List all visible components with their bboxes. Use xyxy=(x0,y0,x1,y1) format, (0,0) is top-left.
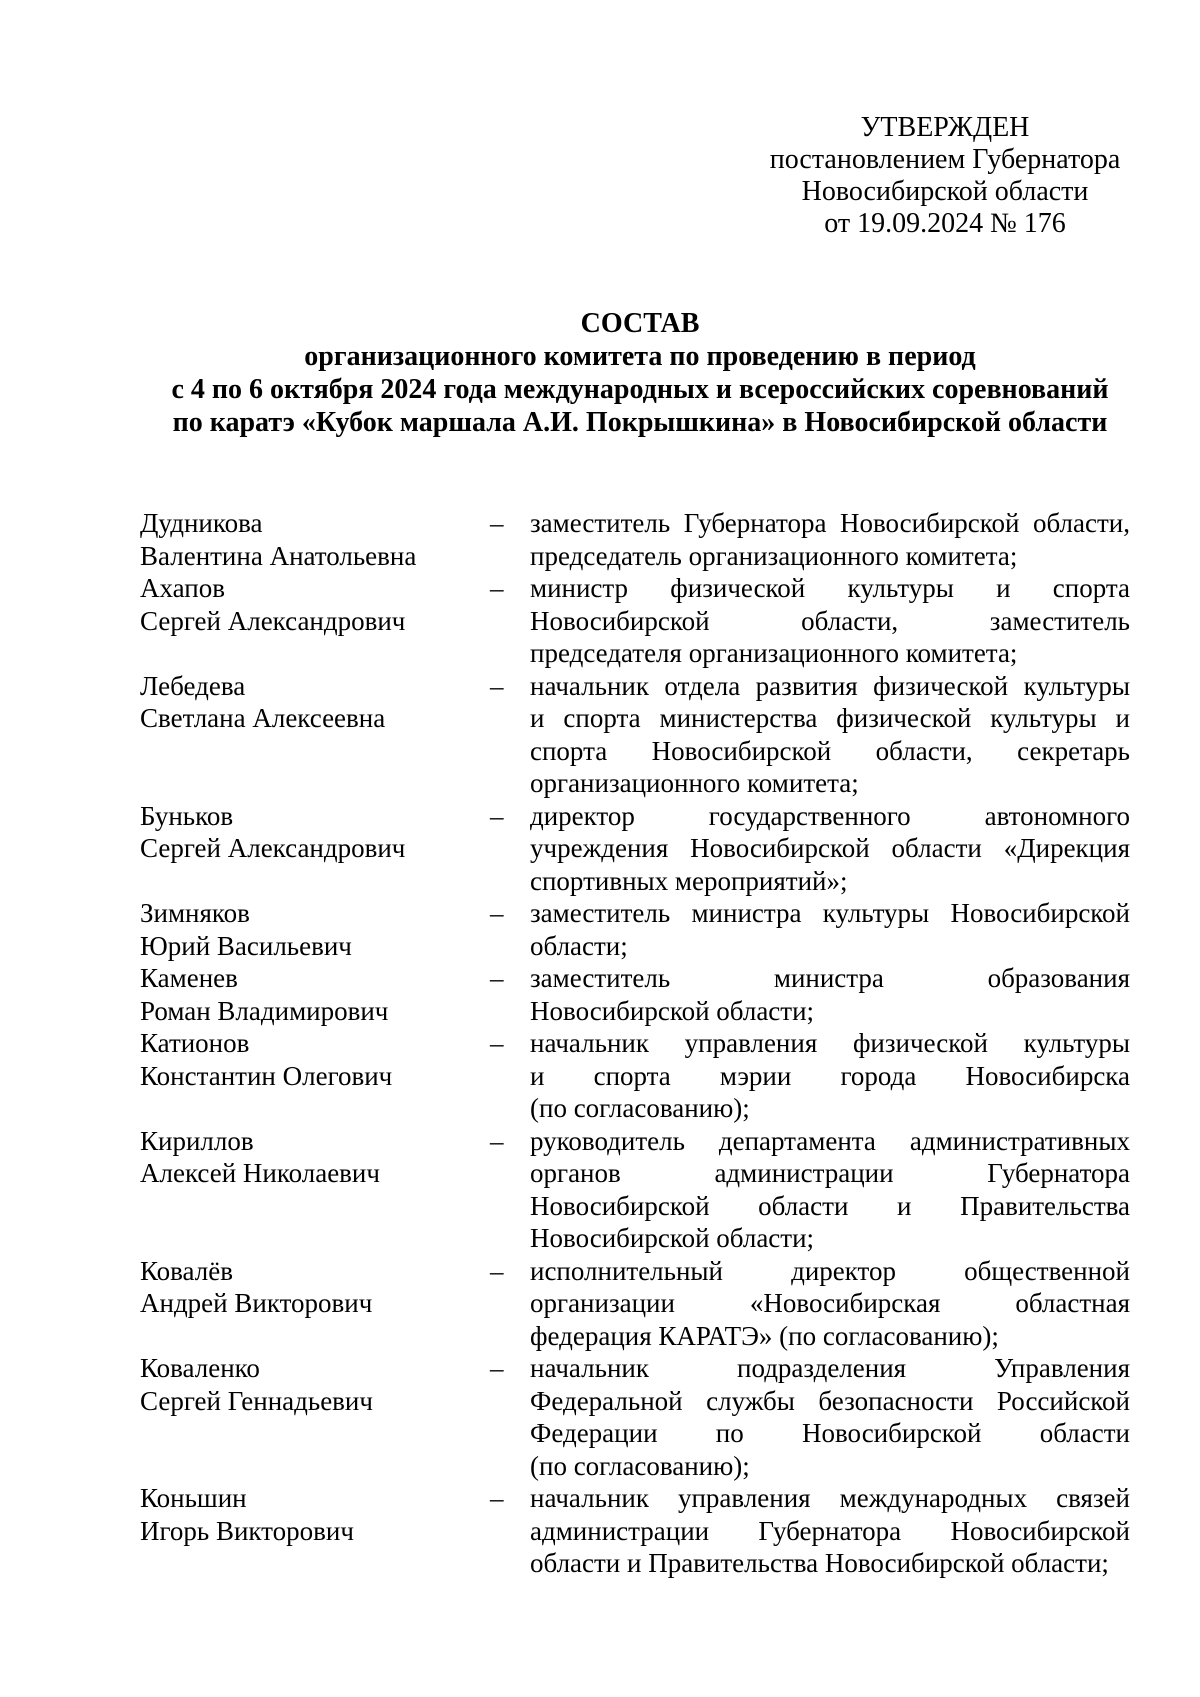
member-entry xyxy=(140,1027,1150,1125)
member-role-line: органов администрации Губернатора xyxy=(530,1158,1130,1188)
member-role xyxy=(530,1352,1130,1482)
member-entry xyxy=(140,1125,1150,1255)
member-name xyxy=(140,507,490,572)
member-role-line: и спорта министерства физической культуры и xyxy=(530,703,1130,733)
member-entry xyxy=(140,962,1150,1027)
member-dash: – xyxy=(490,963,504,993)
member-role xyxy=(530,572,1130,670)
member-role-line: Федерации по Новосибирской области xyxy=(530,1418,1130,1448)
member-role-line: исполнительный директор общественной xyxy=(530,1255,1130,1286)
approval-decree: постановлением Губернатора xyxy=(769,144,1121,175)
member-role xyxy=(530,962,1130,1027)
member-role-line: начальник управления международных связей xyxy=(530,1483,1130,1513)
member-role-line: организации «Новосибирская областная xyxy=(530,1288,1130,1318)
member-role-line: (по согласованию); xyxy=(530,1093,750,1123)
member-entry xyxy=(140,507,1150,572)
member-role-line: учреждения Новосибирской области «Дирекция xyxy=(530,833,1130,863)
member-entry xyxy=(140,670,1150,800)
member-given-names: Сергей Александрович xyxy=(140,833,406,863)
member-role-line: организационного комитета; xyxy=(530,768,859,798)
member-surname: Буньков xyxy=(140,800,234,831)
member-role-line: Новосибирской области, заместитель xyxy=(530,605,1130,636)
member-dash: – xyxy=(490,898,504,928)
member-name xyxy=(140,1125,490,1255)
member-role xyxy=(530,1482,1130,1580)
member-role-line: заместитель Губернатора Новосибирской области, xyxy=(530,508,1130,538)
member-role-line: (по согласованию); xyxy=(530,1450,750,1481)
member-surname: Каменев xyxy=(140,963,238,993)
member-entry xyxy=(140,1352,1150,1482)
member-role-line: области; xyxy=(530,930,628,961)
committee-members-list xyxy=(140,507,1150,1580)
member-entry xyxy=(140,1482,1150,1580)
member-surname: Ахапов xyxy=(140,573,225,603)
member-surname: Коваленко xyxy=(140,1353,260,1383)
member-role-line: спорта Новосибирской области, секретарь xyxy=(530,735,1130,766)
member-role-line: Новосибирской области и Правительства xyxy=(530,1190,1130,1221)
member-role-line: заместитель министра культуры Новосибирской xyxy=(530,898,1130,928)
member-given-names: Валентина Анатольевна xyxy=(140,540,417,571)
member-role-line: и спорта мэрии города Новосибирска xyxy=(530,1060,1130,1091)
member-dash: – xyxy=(490,1255,504,1286)
member-role xyxy=(530,1255,1130,1353)
title-line-3: с 4 по 6 октября 2024 года международных и всероссийских соревнований xyxy=(171,374,1109,405)
member-name xyxy=(140,800,490,898)
member-name xyxy=(140,1482,490,1580)
member-given-names: Юрий Васильевич xyxy=(140,930,352,961)
member-surname: Ковалёв xyxy=(140,1255,233,1286)
member-role-line: начальник подразделения Управления xyxy=(530,1353,1130,1383)
member-role xyxy=(530,670,1130,800)
title-line-2: организационного комитета по проведению в период xyxy=(304,341,976,372)
member-role-line: директор государственного автономного xyxy=(530,800,1130,831)
member-given-names: Константин Олегович xyxy=(140,1060,393,1091)
member-given-names: Игорь Викторович xyxy=(140,1515,354,1546)
member-surname: Лебедева xyxy=(140,670,246,701)
member-name xyxy=(140,962,490,1027)
member-role xyxy=(530,800,1130,898)
member-role xyxy=(530,1027,1130,1125)
member-name xyxy=(140,1027,490,1125)
member-dash: – xyxy=(490,1125,504,1156)
member-dash: – xyxy=(490,800,504,831)
member-dash: – xyxy=(490,573,504,603)
member-role-line: спортивных мероприятий»; xyxy=(530,865,848,896)
member-role xyxy=(530,1125,1130,1255)
member-role-line: Новосибирской области; xyxy=(530,995,815,1026)
member-entry xyxy=(140,572,1150,670)
member-dash: – xyxy=(490,1028,504,1058)
member-role-line: начальник управления физической культуры xyxy=(530,1028,1130,1058)
member-given-names: Сергей Александрович xyxy=(140,605,406,636)
member-entry xyxy=(140,1255,1150,1353)
member-given-names: Роман Владимирович xyxy=(140,995,389,1026)
member-surname: Катионов xyxy=(140,1028,250,1058)
member-given-names: Андрей Викторович xyxy=(140,1288,373,1318)
member-name xyxy=(140,897,490,962)
member-role xyxy=(530,507,1130,572)
member-given-names: Светлана Алексеевна xyxy=(140,703,386,733)
document-title xyxy=(100,307,1180,439)
member-dash: – xyxy=(490,508,504,538)
member-name xyxy=(140,572,490,670)
member-role-line: начальник отдела развития физической культуры xyxy=(530,670,1130,701)
member-role-line: Федеральной службы безопасности Российской xyxy=(530,1385,1130,1416)
member-role-line: заместитель министра образования xyxy=(530,963,1130,993)
approval-region: Новосибирской области xyxy=(801,176,1089,207)
title-line-4: по каратэ «Кубок маршала А.И. Покрышкина» в Новосибирской области xyxy=(172,407,1108,438)
member-dash: – xyxy=(490,670,504,701)
member-role-line: администрации Губернатора Новосибирской xyxy=(530,1515,1130,1546)
title-heading: СОСТАВ xyxy=(580,308,700,339)
member-role-line: министр физической культуры и спорта xyxy=(530,573,1130,603)
approval-heading: УТВЕРЖДЕН xyxy=(860,112,1030,143)
approval-stamp xyxy=(760,112,1130,240)
member-surname: Зимняков xyxy=(140,898,250,928)
member-role-line: области и Правительства Новосибирской области; xyxy=(530,1548,1109,1578)
member-role-line: Новосибирской области; xyxy=(530,1223,815,1253)
member-role-line: председатель организационного комитета; xyxy=(530,540,1018,571)
member-name xyxy=(140,1352,490,1482)
member-given-names: Алексей Николаевич xyxy=(140,1158,380,1188)
member-surname: Кириллов xyxy=(140,1125,254,1156)
member-dash: – xyxy=(490,1483,504,1513)
member-role xyxy=(530,897,1130,962)
member-name xyxy=(140,670,490,800)
member-role-line: федерация КАРАТЭ» (по согласованию); xyxy=(530,1320,999,1351)
member-name xyxy=(140,1255,490,1353)
member-dash: – xyxy=(490,1353,504,1383)
member-entry xyxy=(140,897,1150,962)
member-role-line: руководитель департамента административных xyxy=(530,1125,1130,1156)
approval-date-number: от 19.09.2024 № 176 xyxy=(824,208,1066,239)
member-surname: Коньшин xyxy=(140,1483,247,1513)
member-role-line: председателя организационного комитета; xyxy=(530,638,1018,668)
member-surname: Дудникова xyxy=(140,508,263,538)
member-given-names: Сергей Геннадьевич xyxy=(140,1385,373,1416)
member-entry xyxy=(140,800,1150,898)
